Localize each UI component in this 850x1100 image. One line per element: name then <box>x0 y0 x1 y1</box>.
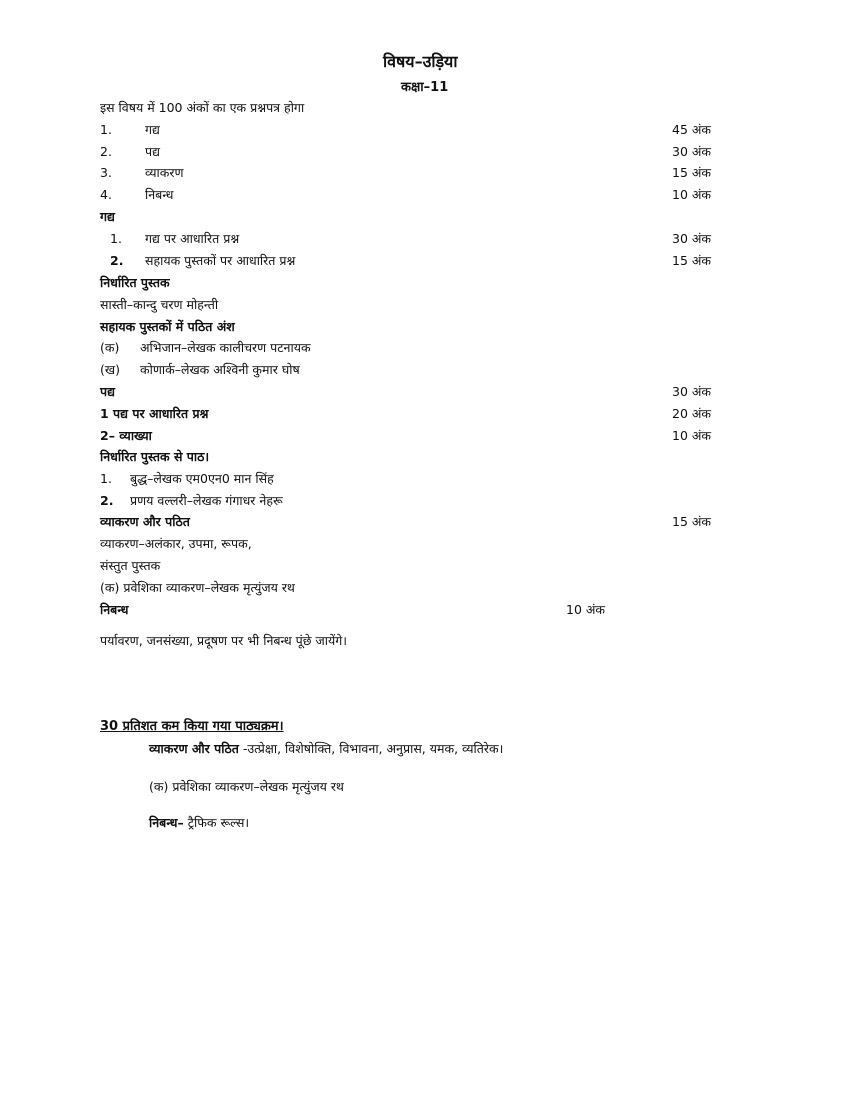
list-item-label: सहायक पुस्तकों पर आधारित प्रश्न <box>145 253 296 268</box>
list-item-num: 2. <box>110 253 124 268</box>
list-item-label: पद्य <box>145 144 160 159</box>
prescribed-book-heading: निर्धारित पुस्तक <box>100 275 170 290</box>
vyakaran-line: (क) प्रवेशिका व्याकरण–लेखक मृत्युंजय रथ <box>100 580 295 595</box>
supplementary-heading: सहायक पुस्तकों में पठित अंश <box>100 319 235 334</box>
prescribed-book: सास्ती–कान्दु चरण मोहन्ती <box>100 297 219 312</box>
reduced-book: (क) प्रवेशिका व्याकरण–लेखक मृत्युंजय रथ <box>149 779 344 794</box>
section-heading-vyakaran: व्याकरण और पठित <box>100 514 190 529</box>
section-marks: 15 अंक <box>672 514 712 529</box>
intro-text: इस विषय में 100 अंकों का एक प्रश्नपत्र होगा <box>100 100 305 115</box>
list-item-num: 1. <box>100 471 112 486</box>
section-heading-gadya: गद्य <box>100 209 115 224</box>
list-item-num: 2. <box>100 144 112 159</box>
list-item-label: प्रणय वल्लरी–लेखक गंगाधर नेहरू <box>130 493 283 508</box>
list-item-marks: 20 अंक <box>672 406 712 421</box>
padya-book-heading: निर्धारित पुस्तक से पाठ। <box>100 449 210 464</box>
list-item-marks: 10 अंक <box>672 428 712 443</box>
reduced-nibandh-text: ट्रैफिक रूल्स। <box>183 815 250 830</box>
reduced-nibandh <box>149 815 249 831</box>
list-item-num: 2. <box>100 493 114 508</box>
list-item-num: 1. <box>100 122 112 137</box>
section-marks: 30 अंक <box>672 384 712 399</box>
list-item-label: अभिजान–लेखक कालीचरण पटनायक <box>140 340 311 355</box>
reduced-vyakaran-label: व्याकरण और पठित <box>149 741 239 756</box>
list-item-marks: 45 अंक <box>672 122 712 137</box>
list-item-marks: 30 अंक <box>672 231 712 246</box>
padya-question-2: 2– व्याख्या <box>100 428 152 443</box>
reduced-vyakaran <box>149 741 503 757</box>
section-marks: 10 अंक <box>566 602 606 617</box>
list-item-marks: 15 अंक <box>672 253 712 268</box>
list-item-num: 4. <box>100 187 112 202</box>
list-item-num: (ख) <box>100 362 120 377</box>
list-item-marks: 30 अंक <box>672 144 712 159</box>
section-heading-nibandh: निबन्ध <box>100 602 129 617</box>
reduced-nibandh-label: निबन्ध– <box>149 815 184 830</box>
list-item-label: बुद्ध–लेखक एम0एन0 मान सिंह <box>130 471 274 486</box>
list-item-label: गद्य <box>145 122 160 137</box>
list-item-label: निबन्ध <box>145 187 174 202</box>
list-item-marks: 10 अंक <box>672 187 712 202</box>
section-heading-padya: पद्य <box>100 384 115 399</box>
list-item-marks: 15 अंक <box>672 165 712 180</box>
vyakaran-line: व्याकरण–अलंकार, उपमा, रूपक, <box>100 536 252 551</box>
reduced-syllabus-heading: 30 प्रतिशत कम किया गया पाठ्यक्रम। <box>100 719 284 734</box>
class-label: कक्षा–11 <box>401 80 449 95</box>
vyakaran-line: संस्तुत पुस्तक <box>100 558 161 573</box>
page-title: विषय–उड़िया <box>383 52 458 71</box>
list-item-label: गद्य पर आधारित प्रश्न <box>145 231 240 246</box>
reduced-vyakaran-text: -उत्प्रेक्षा, विशेषोक्ति, विभावना, अनुप्रास, यमक, व्यतिरेक। <box>238 741 504 756</box>
list-item-label: कोणार्क–लेखक अश्विनी कुमार घोष <box>140 362 300 377</box>
list-item-num: 3. <box>100 165 112 180</box>
list-item-label: व्याकरण <box>145 165 184 180</box>
nibandh-text: पर्यावरण, जनसंख्या, प्रदूषण पर भी निबन्ध पूंछे जायेंगे। <box>100 633 348 648</box>
padya-question-1: 1 पद्य पर आधारित प्रश्न <box>100 406 209 421</box>
list-item-num: (क) <box>100 340 120 355</box>
list-item-num: 1. <box>110 231 122 246</box>
